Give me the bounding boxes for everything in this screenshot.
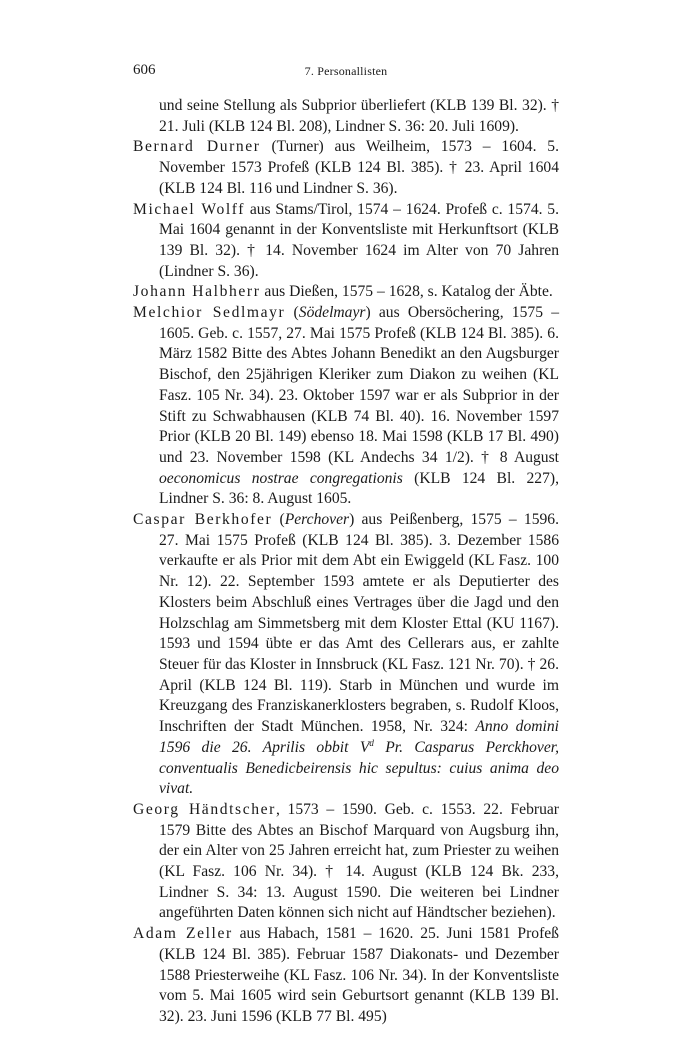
entry-adam-zeller [133,924,559,1028]
entry-michael-wolff [133,200,559,283]
page-header [133,62,559,82]
entry-text: aus Dießen, 1575 – 1628, s. Katalog der Äbte. [264,283,553,301]
entry-name: Bernard Durner [133,138,261,156]
entry-name: Adam Zeller [133,925,233,943]
entry-text: aus Stams/Tirol, 1574 – 1624. Profeß c. 1574. 5. Mai 1604 genannt in der Konventsliste mit Herkunftsort (KLB 139 Bl. 32). † 14. November 1624 im Alter von 70 Jahren (Lindner S. 36). [159,200,559,280]
entry-alias: Perchover [284,511,350,529]
entry-text: (Turner) aus Weilheim, 1573 – 1604. 5. November 1573 Profeß (KLB 124 Bl. 385). † 23. April 1604 (KLB 124 Bl. 116 und Lindner S. 36). [159,138,560,197]
entry-text: aus Obersöchering, 1575 – 1605. Geb. c. 1557, 27. Mai 1575 Profeß (KLB 124 Bl. 385). 6. März 1582 Bitte des Abtes Johann Benedikt an den Augsburger Bischof, den 25jährigen Kleriker zum Diakon zu weihen (KL Fasz. 105 Nr. 34). 23. Oktober 1597 war er als Subprior in der Stift zu Schwabhausen (KLB 74 Bl. 40). 16. November 1597 Prior (KLB 20 Bl. 149) ebenso 18. Mai 1598 (KLB 17 Bl. 490) und 23. November 1598 (KL Andechs 34 1/2). † 8 August [159,304,560,466]
page-number: 606 [133,62,156,78]
entry-text: (KLB 124 Bl. 227), Lindner S. 36: 8. August 1605. [159,469,559,508]
entry-alias: Södelmayr [298,304,366,322]
latin-superscript: d [369,737,374,748]
entry-text: aus Habach, 1581 – 1620. 25. Juni 1581 Profeß (KLB 124 Bl. 385). Februar 1587 Diakonats- und Dezember 1588 Priesterweihe (KL Fasz. 106 Nr. 34). In der Konventsliste vom 5. Mai 1605 wird sein Geburtsort genannt (KLB 139 Bl. 32). 23. Juni 1596 (KLB 77 Bl. 495) [159,925,559,1025]
entry-name: Johann Halbherr [133,283,261,301]
entry-name: Georg Händtscher [133,800,276,818]
latin-inscription-part: Pr. Casparus Perckhover, conventualis Benedicbeirensis hic sepultus: cuius anima deo vivat. [159,738,559,798]
running-title: 7. Personallisten [304,64,388,78]
entry-name: Caspar Berkhofer [133,511,273,529]
entry-name: Michael Wolff [133,200,246,218]
latin-inscription-part: Anno domini 1596 die 26. Aprilis obbit V [159,718,560,756]
entry-johann-halbherr [133,282,559,303]
latin-quote: oeconomicus nostrae congregationis [159,469,403,487]
entry-text: , 1573 – 1590. Geb. c. 1553. 22. Februar 1579 Bitte des Abtes an Bischof Marquard von Augsburg ihn, der ein Alter von 25 Jahren erreicht hat, zum Priester zu weihen (KL Fasz. 106 Nr. 34). † 14. August (KLB 124 Bk. 233, Lindner S. 34: 13. August 1590. Die weiteren bei Lindner angeführten Daten können sich nicht auf Händtscher beziehen). [159,800,559,922]
entry-georg-haendtscher [133,800,559,924]
body-text [133,96,559,1028]
entry-continuation [133,96,559,137]
entry-caspar-berkhofer: Caspar Berkhofer (Perchover) aus Peißenberg, 1575 – 1596. 27. Mai 1575 Profeß (KLB 124 Bl. 385). 3. Dezember 1586 verkaufte er als Prior mit dem Abt ein Ewiggeld (KL Fasz. 100 Nr. 12). 22. September 1593 amtete er als Deputierter des Klosters beim Abschluß eines Vertrages über die Jagd und den Holzschlag am Simmetsberg mit dem Kloster Ettal (KU 1167). 1593 und 1594 übte er das Amt des Cellerars aus, er zahlte Steuer für das Kloster in Innsbruck (KL Fasz. 121 Nr. 70). † 26. April (KLB 124 Bl. 119). Starb in München und wurde im Kreuzgang des Franziskanerklosters begraben, s. Rudolf Kloos, Inschriften der Stadt München. 1958, Nr. 324: Anno domini 1596 die 26. Aprilis obbit $V^d$ Pr. Casparus Perckhover, conventualis Benedicbeirensis hic sepultus: cuius anima deo vivat. [133,511,560,798]
entry-text: aus Peißenberg, 1575 – 1596. 27. Mai 1575 Profeß (KLB 124 Bl. 385). 3. Dezember 1586 verkaufte er als Prior mit dem Abt ein Ewiggeld (KL Fasz. 100 Nr. 12). 22. September 1593 amtete er als Deputierter des Klosters beim Abschluß eines Vertrages über die Jagd und den Holzschlag am Simmetsberg mit dem Kloster Ettal (KU 1167). 1593 und 1594 übte er das Amt des Cellerars aus, er zahlte Steuer für das Kloster in Innsbruck (KL Fasz. 121 Nr. 70). † 26. April (KLB 124 Bl. 119). Starb in München und wurde im Kreuzgang des Franziskanerklosters begraben, s. Rudolf Kloos, Inschriften der Stadt München. 1958, Nr. 324: [159,511,559,736]
entry-melchior-sedlmayr: Melchior Sedlmayr (Södelmayr) aus Obersöchering, 1575 – 1605. Geb. c. 1557, 27. Mai 1575 Profeß (KLB 124 Bl. 385). 6. März 1582 Bitte des Abtes Johann Benedikt an den Augsburger Bischof, den 25jährigen Kleriker zum Diakon zu weihen (KL Fasz. 105 Nr. 34). 23. Oktober 1597 war er als Subprior in der Stift zu Schwabhausen (KLB 74 Bl. 40). 16. November 1597 Prior (KLB 20 Bl. 149) ebenso 18. Mai 1598 (KLB 17 Bl. 490) und 23. November 1598 (KL Andechs 34 1/2). † 8 August oeconomicus nostrae congregationis (KLB 124 Bl. 227), Lindner S. 36: 8. August 1605. [133,304,560,508]
entry-name: Melchior Sedlmayr [133,304,286,322]
entry-bernard-durner [133,137,559,199]
entry-text: und seine Stellung als Subprior überliefert (KLB 139 Bl. 32). † 21. Juli (KLB 124 Bl. 208), Lindner S. 36: 20. Juli 1609). [159,97,559,135]
